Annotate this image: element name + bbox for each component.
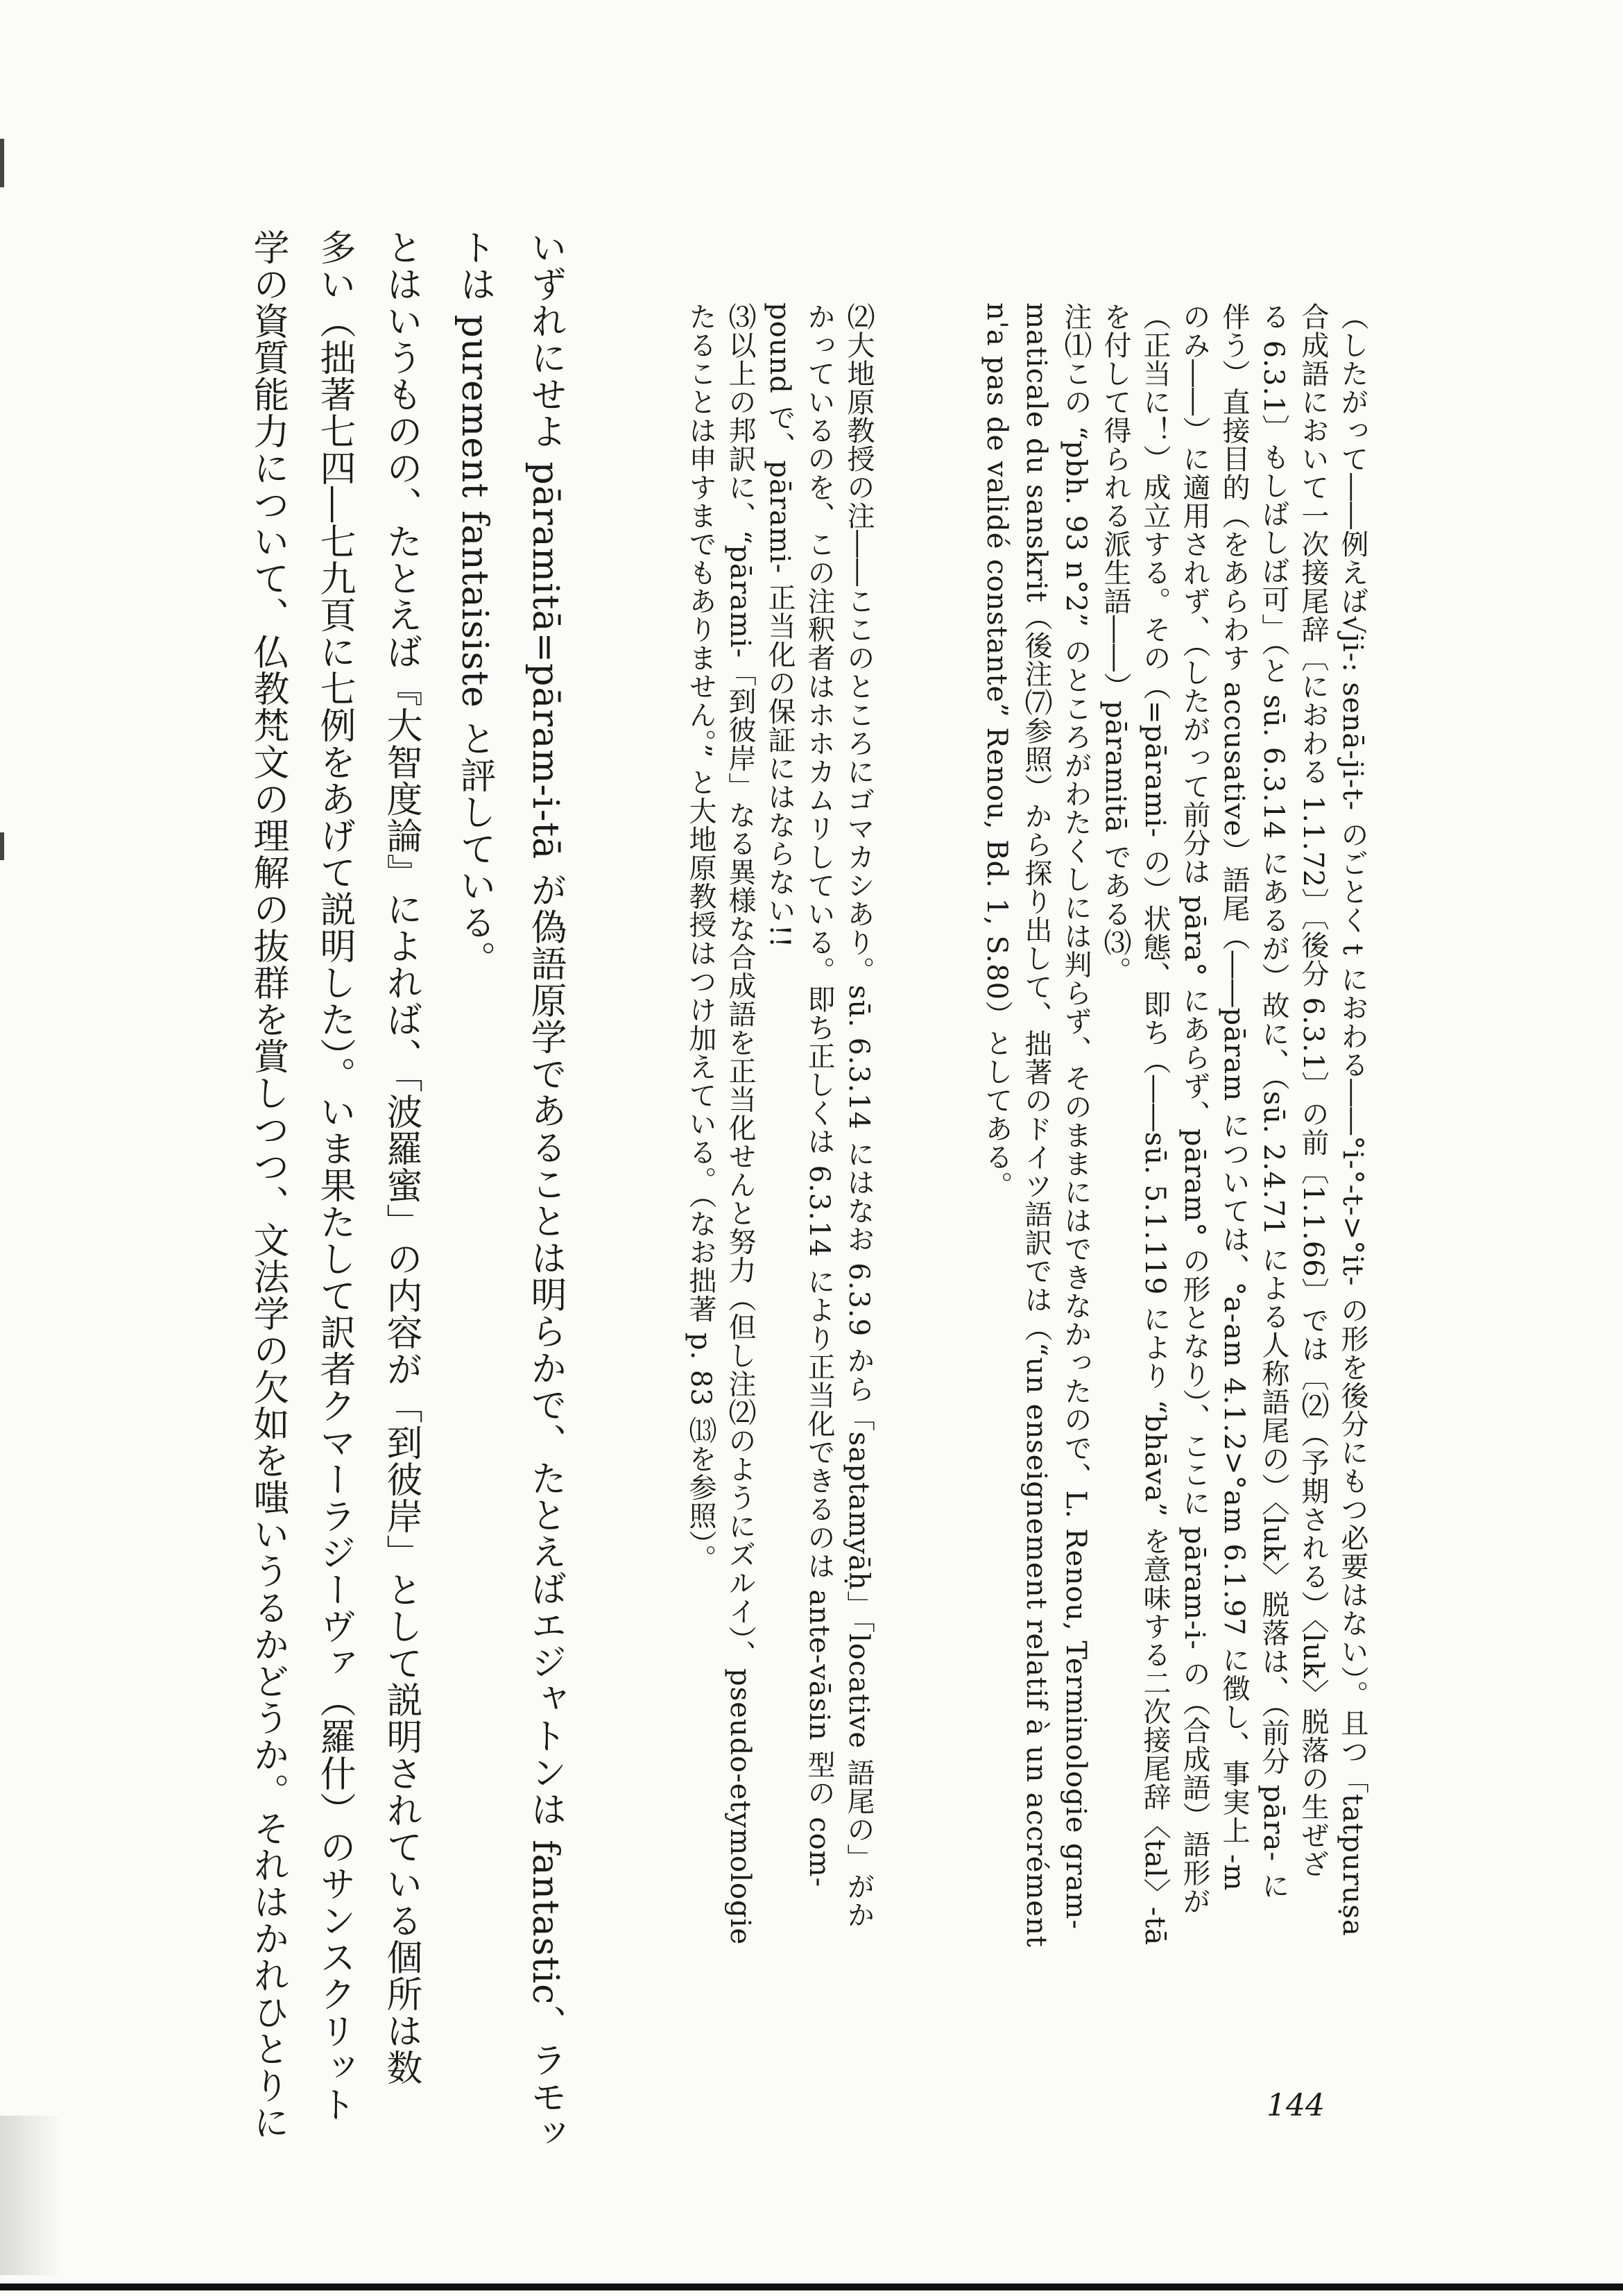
note-line: を付して得られる派生語――）pāramitā である⑶。 [1099,302,1131,985]
scan-edge-mark [0,832,4,860]
note-line: る 6.3.1〕もしばしば可」（と sū. 6.3.14 にあるが）故に、（sū. 2.4.71 による人称語尾の）〈luk〉脱落は、（前分 pāra- に [1257,302,1289,1900]
note-line: 合成語において一次接尾辞〔におわる 1.1.72〕〔後分 6.3.1〕の前〔1.1.66〕では〔⑵（予期される）〈luk〉脱落の生ぜざ [1297,302,1329,1878]
body-line: 学の資質能力について、仏教梵文の理解の抜群を賞しつつ、文法学の欠如を嗤いうるかどうか。それはかれひとりに [247,229,289,2141]
note-line: 注⑴この “pbh. 93 n°2” のところがわたくしには判らず、そのままにはできなかったので、L. Renou, Terminologie gram- [1060,302,1092,1930]
body-line: 多い（拙著七四―七九頁に七例をあげて説明した）。いま果たして訳者クマーラジーヴァ（羅什）のサンスクリット [314,229,355,2123]
scan-edge-mark [0,139,4,187]
note-line: pound で、pārami- 正当化の保証にはならない!! [764,302,796,949]
note-line: n'a pas de validé constante” Renou, Bd. 1, S.80）としてある。 [981,302,1013,1200]
note-line: （正当に！）成立する。その（=pārami- の）状態、即ち（――sū. 5.1.119 により “bhāva” を意味する二次接尾辞〈tal〉-tā [1139,302,1171,1946]
note-line: のみ――）に適用されず、（したがって前分は pāra° にあらず、pāram° の形となり）、ここに pāram-i- の（合成語）語形が [1178,302,1210,1916]
body-line: いずれにせよ pāramitā=pāram-i-tā が偽語原学であることは明らかで、たとえばエジャトンは fantastic、ラモッ [524,229,566,2152]
bottom-rule [0,2284,1623,2290]
note-line: ⑶以上の邦訳に、“pārami-「到彼岸」なる異様な合成語を正当化せんと努力（但し注⑵のようにズルイ）、pseudo-etymologie [724,302,756,1946]
note-line: かっているのを、この注釈者はホホカムリしている。即ち正しくは 6.3.14 により正当化できるのは ante-vāsin 型の com- [803,302,835,1888]
note-line: maticale du sanskrit（後注⑺参照）から探り出して、拙著のドイツ語訳では（“un enseignement relatif à un accrément [1020,302,1052,1948]
body-line: トは purement fantaisiste と評している。 [454,229,495,978]
note-line: （したがって――例えば√ji-: senā-ji-t- のごとく t におわる――°i-°-t->°it- の形を後分にもつ必要はない）。且つ「tatpuruṣa [1337,302,1368,1937]
scan-smudge [0,2116,62,2275]
note-line: ⑵大地原教授の注――ここのところにゴマカシあり。sū. 6.3.14 にはなお 6.3.9 から「saptamyāḥ」「locative 語尾の」がか [843,302,875,1929]
note-line: たることは申すまでもありません。” と大地原教授はつけ加えている。（なお拙著 p. 83 ⒀を参照）。 [685,302,716,1573]
page-number: 144 [1266,2088,1325,2123]
body-line: とはいうものの、たとえば『大智度論』によれば、「波羅蜜」の内容が「到彼岸」として説明されている個所は数 [380,229,422,2086]
note-line: 伴う）直接目的（をあらわす accusative）語尾（――pāram については、°a-am 4.1.2>°am 6.1.97 に徴し、事実上 -m [1218,302,1250,1892]
